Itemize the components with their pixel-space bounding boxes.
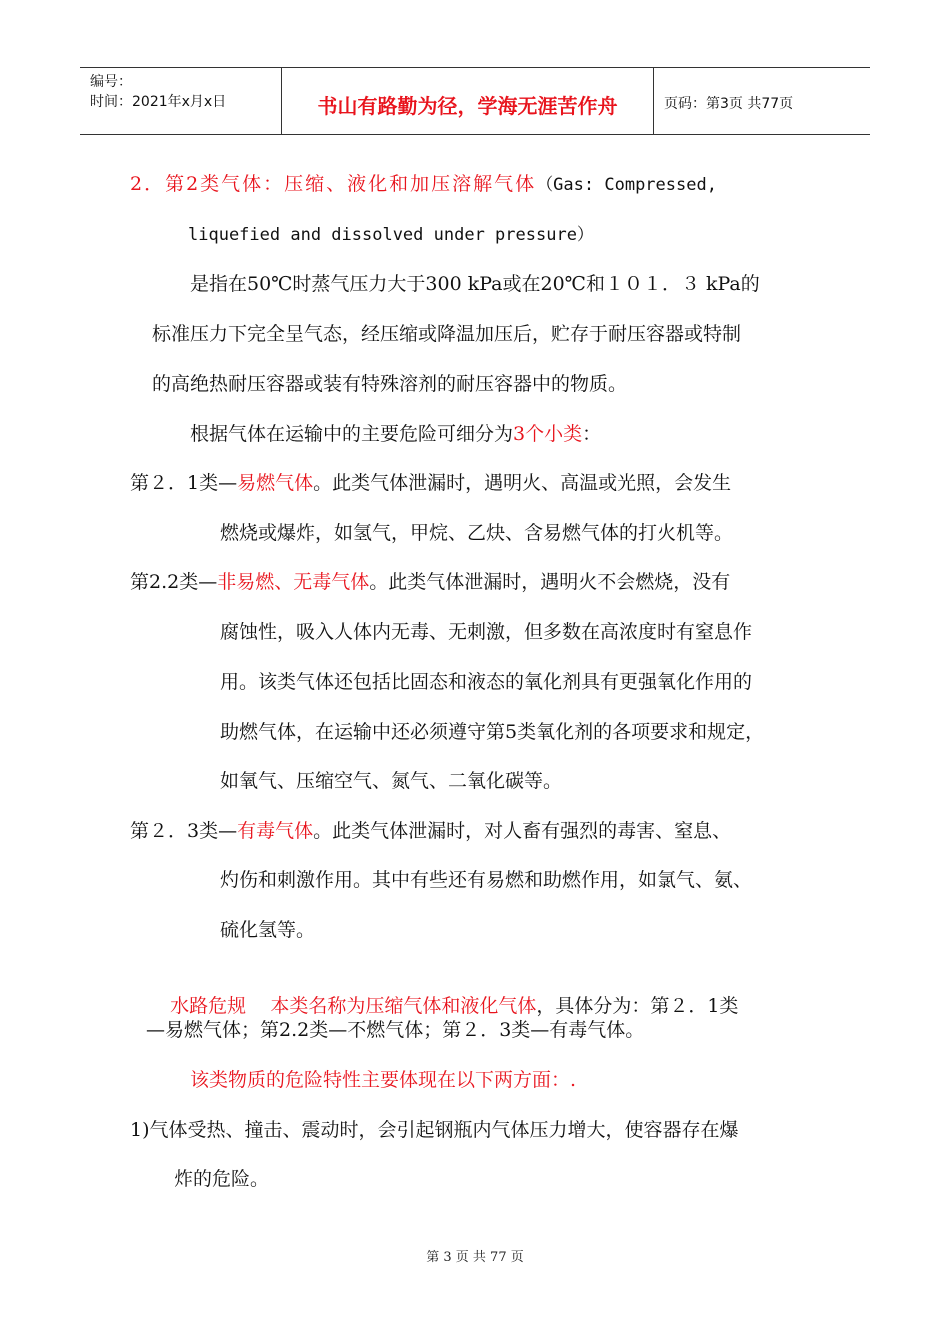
definition-line-2: 标准压力下完全呈气态，经压缩或降温加压后，贮存于耐压容器或特制: [152, 323, 742, 345]
section-heading-english: （Gas: Compressed,: [536, 175, 717, 195]
water-regulation-line-2: —易燃气体；第2.2类—不燃气体；第２．3类—有毒气体。: [146, 1019, 645, 1041]
document-date: 时间：2021年x月x日: [90, 94, 227, 110]
class-2-3-line-1: [130, 818, 731, 844]
class-2-2-line-4: 助燃气体，在运输中还必须遵守第5类氧化剂的各项要求和规定，: [220, 721, 765, 743]
class-2-3-line-3: 硫化氢等。: [220, 919, 316, 941]
subclass-intro-text: 根据气体在运输中的主要危险可细分为: [190, 423, 514, 445]
header-meta: [80, 68, 282, 134]
class-2-2-prefix: 第2.2类—: [130, 571, 218, 593]
class-2-2-text: 。此类气体泄漏时，遇明火不会燃烧，没有: [369, 571, 731, 593]
hazard-intro: 该类物质的危险特性主要体现在以下两方面：.: [190, 1069, 577, 1091]
hazard-item-1-line-2: 炸的危险。: [174, 1168, 270, 1190]
hazard-item-1-line-1: 1)气体受热、撞击、震动时，会引起钢瓶内气体压力增大，使容器存在爆: [130, 1119, 739, 1141]
class-2-1-line-2: 燃烧或爆炸，如氢气，甲烷、乙炔、含易燃气体的打火机等。: [220, 522, 734, 544]
document-number: 编号：: [90, 74, 132, 90]
definition-line-3: 的高绝热耐压容器或装有特殊溶剂的耐压容器中的物质。: [152, 373, 628, 395]
class-2-2-name: 非易燃、无毒气体: [217, 571, 370, 593]
definition-line-1: 是指在50℃时蒸气压力大于300 kPa或在20℃和１０１．３ kPa的: [190, 273, 760, 295]
section-heading-title: 2．第2类气体：压缩、液化和加压溶解气体: [130, 173, 537, 195]
class-2-1-name: 易燃气体: [237, 472, 314, 494]
class-2-3-line-2: 灼伤和刺激作用。其中有些还有易燃和助燃作用，如氯气、氨、: [220, 869, 753, 891]
page-header: [80, 67, 870, 135]
section-heading-english-cont: liquefied and dissolved under pressure）: [188, 225, 594, 245]
class-2-1-text: 。此类气体泄漏时，遇明火、高温或光照，会发生: [313, 472, 732, 494]
section-heading: [130, 171, 717, 198]
page-footer: 第 3 页 共 77 页: [426, 1250, 524, 1265]
class-2-2-line-1: [130, 569, 730, 595]
class-2-3-prefix: 第２．3类—: [130, 820, 238, 842]
class-2-2-line-3: 用。该类气体还包括比固态和液态的氧化剂具有更强氧化作用的: [220, 671, 753, 693]
water-regulation-text: ，具体分为：第２．1类: [536, 995, 739, 1017]
class-2-3-name: 有毒气体: [237, 820, 314, 842]
header-page-number: 页码：第3页 共77页: [664, 96, 794, 112]
class-2-1-line-1: [130, 470, 731, 496]
subclass-count: 3个小类: [513, 423, 583, 445]
class-2-2-line-5: 如氧气、压缩空气、氮气、二氧化碳等。: [220, 770, 563, 792]
class-2-1-prefix: 第２．1类—: [130, 472, 238, 494]
subclass-intro-end: ：: [582, 423, 602, 445]
water-regulation-title: 水路危规 本类名称为压缩气体和液化气体: [170, 995, 537, 1017]
class-2-3-text: 。此类气体泄漏时，对人畜有强烈的毒害、窒息、: [313, 820, 732, 842]
subclass-intro: [190, 421, 601, 447]
class-2-2-line-2: 腐蚀性，吸入人体内无毒、无刺激，但多数在高浓度时有窒息作: [220, 621, 753, 643]
header-motto: 书山有路勤为径，学海无涯苦作舟: [282, 68, 654, 134]
